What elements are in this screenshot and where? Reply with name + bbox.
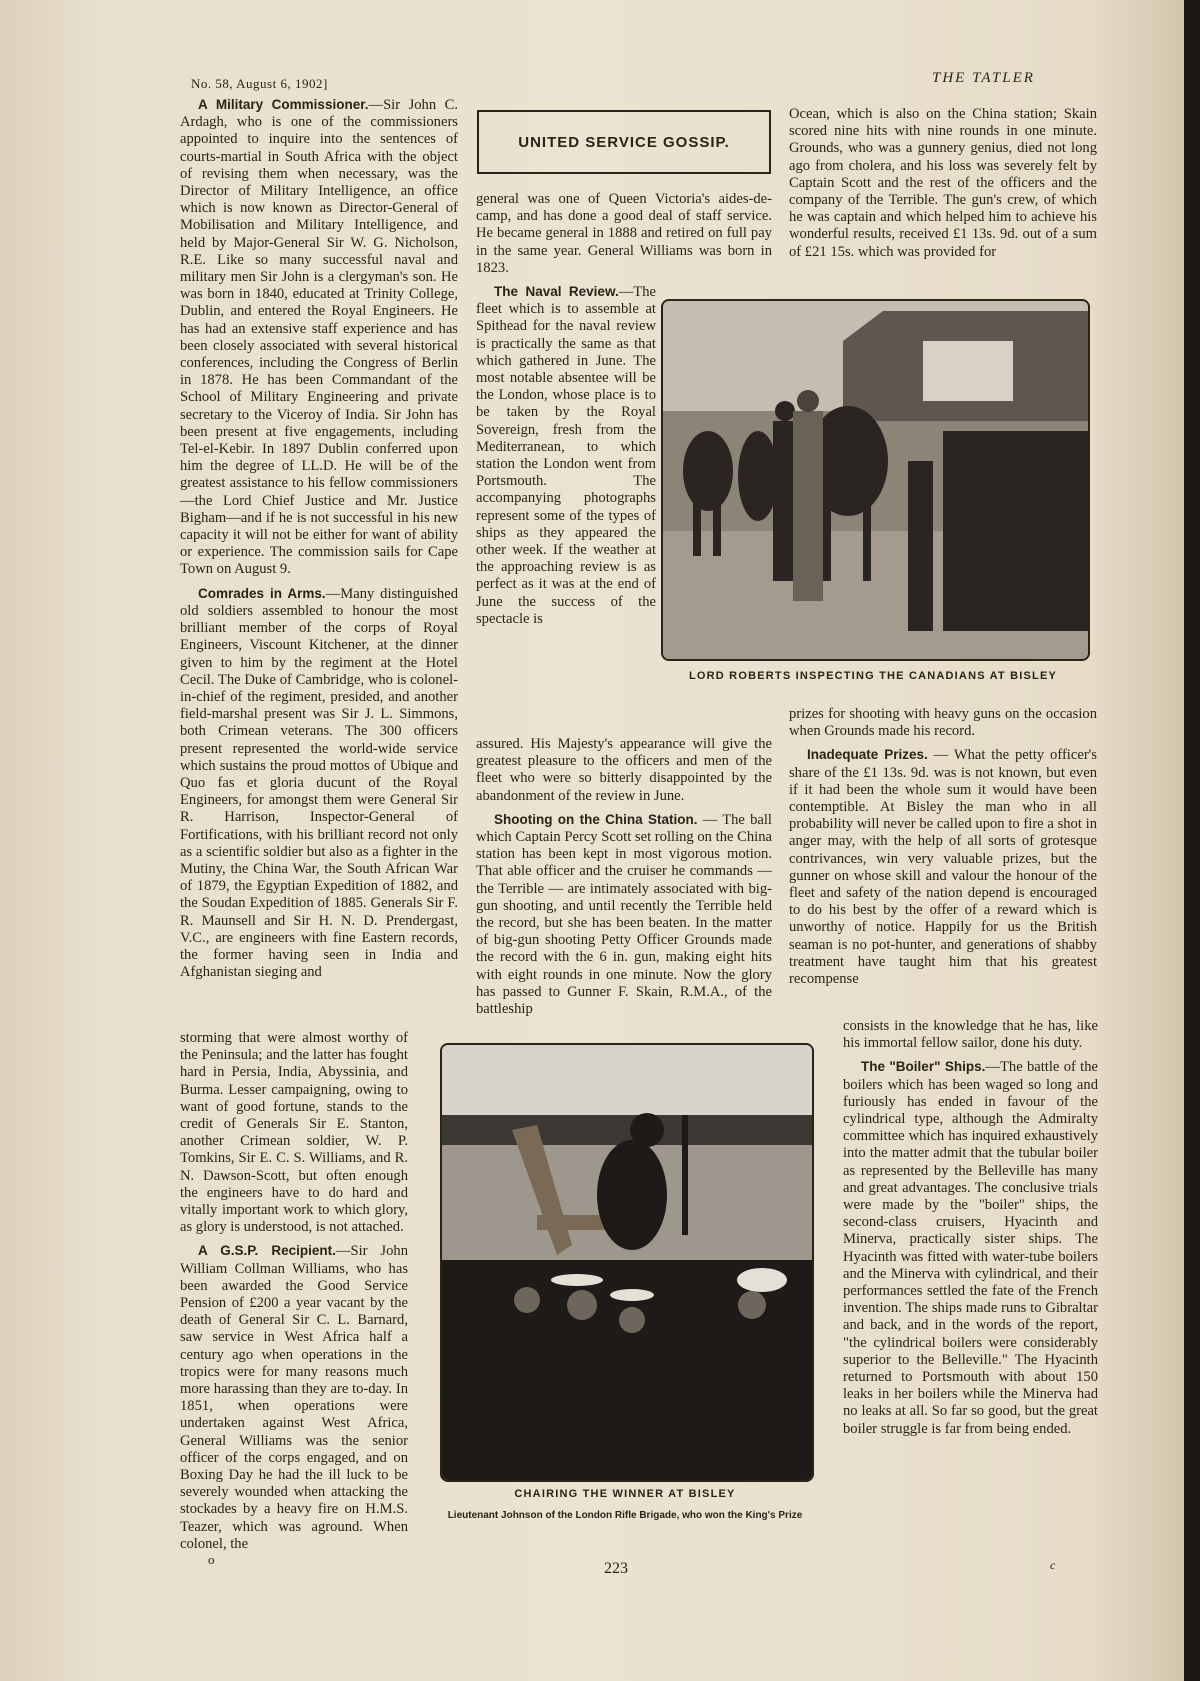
margin-mark: c <box>1050 1558 1056 1572</box>
article-text: — What the petty officer's share of the £1 13s. 9d. was is not known, but even if it had been the whole sum it would have been contemptible. At Bisley the man who in all probability will never be called upon to fire a shot in anger may, with the help of all sorts of grotesque contrivances, win very valuable prizes, but the gunner on whose skill and valour the honour of the fleet and safety of the nation depend is encouraged to do his best by the offer of a reward which is unworthy of notice. Happily for us the British seaman is no pot-hunter, and generations of shabby treatment have taught him that his greatest recompense <box>789 747 1097 988</box>
article-text-continued: Ocean, which is also on the China station; Skain scored nine hits with nine rounds in one minute. Grounds, who was a gunnery genius, died not long ago from cholera, and his loss was severely felt by Captain Scott and the rest of the officers and the company of the Terrible. The gun's crew, of which he was captain and which helped him to achieve his wonderful results, received £1 13s. 9d. out of a sum of £21 15s. which was provided for <box>789 106 1097 260</box>
page-edge-shadow <box>1184 0 1200 1681</box>
article-text-continued: general was one of Queen Victoria's aides-de-camp, and has done a good deal of staff service. He became general in 1888 and retired on full pay in the same year. General Williams was born in 1823. <box>476 191 772 276</box>
column-2-continued <box>476 736 772 1024</box>
article-heading: A Military Commissioner. <box>198 97 369 112</box>
article-china-station <box>476 811 772 1018</box>
issue-header: No. 58, August 6, 1902] <box>191 76 328 91</box>
column-1 <box>180 96 458 987</box>
photo-chairing-winner <box>440 1043 814 1482</box>
column-3 <box>789 106 1097 267</box>
article-naval-review <box>476 283 656 628</box>
article-heading: Shooting on the China Station. <box>494 811 698 827</box>
article-military-commissioner <box>180 96 458 579</box>
article-text-continued: storming that were almost worthy of the Peninsula; and the latter has fought hard in Persia, India, Abyssinia, and Burma. Lesser campaigning, owing to want of good fortune, stands to the credit of Generals Sir E. Stanton, another Crimean soldier, W. P. Tomkins, Sir E. C. S. Williams, and R. N. Dawson-Scott, but often enough the engineers have to do hard and vitally important work to which glory, as glory is understood, is not attached. <box>180 1030 408 1236</box>
article-heading: Comrades in Arms. <box>198 585 326 601</box>
article-heading: The "Boiler" Ships. <box>861 1059 986 1075</box>
article-text-continued: prizes for shooting with heavy guns on the occasion when Grounds made his record. <box>789 706 1097 740</box>
photo-illustration <box>442 1045 812 1480</box>
article-comrades-in-arms <box>180 585 458 982</box>
page-number: 223 <box>604 1560 628 1577</box>
article-text: —Many distinguished old soldiers assembled to honour the most brilliant member of the corps of Royal Engineers, Viscount Kitchener, at the dinner given to him by the regiment at the Hotel Cecil. The Duke of Cambridge, who is colonel-in-chief of the regiment, presided, and another field-marshal present was Sir J. L. Simmons, both Crimean veterans. The 300 officers present represented the world-wide service which sustains the proud mottos of Ubique and Quo fas et gloria ducunt of the Royal Engineers, for amongst them were General Sir R. Harrison, Inspector-General of Fortifications, with his brilliant record not only as a scientific soldier but also as a fighter in the Mutiny, the China War, the South African War of 1879, the Egyptian Expedition of 1882, and the Soudan Expedition of 1885. Generals Sir F. R. Maunsell and Sir H. N. D. Prendergast, V.C., are engineers with fine Eastern records, the former having seen in India and Afghanistan sieging and <box>180 585 458 981</box>
article-heading: Inadequate Prizes. <box>807 747 928 763</box>
article-text: — The ball which Captain Percy Scott set rolling on the China station has been kept in most vigorous motion. That able officer and the cruiser he commands — the Terrible — are intimately associated with big-gun shooting, and until recently the Terrible held the record, but she has been beaten. In the matter of big-gun shooting Petty Officer Grounds made the record with the 6 in. gun, making eight hits with eight rounds in one minute. Now the glory has passed to Gunner F. Skain, R.M.A., of the battleship <box>476 811 772 1018</box>
column-3-continued <box>843 1018 1098 1444</box>
photo-caption: LORD ROBERTS INSPECTING THE CANADIANS AT BISLEY <box>688 670 1058 682</box>
photo-lord-roberts-inspection <box>661 299 1090 661</box>
photo-illustration <box>663 301 1088 659</box>
article-heading: The Naval Review. <box>494 284 619 300</box>
article-text-continued: consists in the knowledge that he has, like his immortal fellow sailor, done his duty. <box>843 1018 1098 1052</box>
margin-mark: o <box>208 1552 215 1567</box>
article-boiler-ships <box>843 1058 1098 1437</box>
photo-caption: CHAIRING THE WINNER AT BISLEY <box>514 1488 736 1500</box>
article-inadequate-prizes <box>789 746 1097 988</box>
section-title: UNITED SERVICE GOSSIP. <box>518 133 730 151</box>
article-text: —Sir John William Collman Williams, who has been awarded the Good Service Pension of £200 a year vacant by the death of General Sir C. L. Barnard, saw service in West Africa half a century ago when operations in the tropics were for many reasons much more harassing than they are to-day. In 1851, when operations were undertaken against West Africa, General Williams was the senior officer of the corps engaged, and on Boxing Day he had the ill luck to be severely wounded when attacking the stockades by a heavy fire on H.M.S. Teazer, which was aground. When colonel, the <box>180 1243 408 1552</box>
publication-title: THE TATLER <box>932 70 1035 86</box>
article-heading: A G.S.P. Recipient. <box>198 1243 336 1259</box>
article-gsp-recipient <box>180 1242 408 1553</box>
article-text: —Sir John C. Ardagh, who is one of the commissioners appointed to inquire into the sentences of courts-martial in South Africa with the object of revising them when necessary, was the Director of Military Intelligence, an office which is now known as Director-General of Mobilisation and Military Intelligence, and held by Major-General Sir W. G. Nicholson, R.E. Like so many successful naval and military men Sir John is a clergyman's son. He was born in 1840, educated at Trinity College, Dublin, and entered the Royal Engineers. He has had an extensive staff experience and has been closely associated with several historical conferences, including the Congress of Berlin in 1878. He has been Commandant of the School of Military Engineering and private secretary to the Viceroy of India. Sir John has been present at five engagements, including Tel-el-Kebir. In 1897 Dublin conferred upon him the degree of LL.D. He will be of the greatest assistance to his fellow commissioners—the Lord Chief Justice and Mr. Justice Bigham—and if he is not successful in his new capacity it will not be either for want of ability or experience. The commission sails for Cape Town on August 9. <box>180 97 459 578</box>
article-text: —The fleet which is to assemble at Spithead for the naval review is practically the same as that which gathered in June. The most notable absentee will be the London, whose place is to be taken by the Royal Sovereign, fresh from the Mediterranean, to which station the London went from Portsmouth. The accompanying photographs represent some of the types of ships as they appeared the other week. If the weather at the approaching review is as perfect as it was at the end of June the success of the spectacle is <box>476 284 656 627</box>
article-text-continued: assured. His Majesty's appearance will give the greatest pleasure to the officers and men of the fleet who were so bitterly disappointed by the abandonment of the review in June. <box>476 736 772 804</box>
column-1-continued <box>180 1030 408 1559</box>
section-title-box <box>477 110 771 174</box>
column-3-middle <box>789 706 1097 994</box>
article-text: —The battle of the boilers which has been waged so long and furiously has ended in favour of the cylindrical type, although the Admiralty committee which has inquired exhaustively into the matter admit that the tubular boiler as represented by the Belleville has many and great advantages. The conclusive trials were made by the "boiler" ships, the second-class cruisers, Hyacinth and Minerva, practically sister ships. The Hyacinth was fitted with water-tube boilers and the Minerva with cylindrical, and their performances settled the fate of the French invention. The ships made runs to Gibraltar and back, and in the words of the report, "the cylindrical boilers were considerably superior to the Belleville." The Hyacinth returned to Portsmouth with about 150 leaks in her boilers while the Minerva had no leaks at all. So far so good, but the great boiler struggle is far from being ended. <box>843 1059 1098 1437</box>
photo-subcaption: Lieutenant Johnson of the London Rifle Brigade, who won the King's Prize <box>447 1510 803 1521</box>
